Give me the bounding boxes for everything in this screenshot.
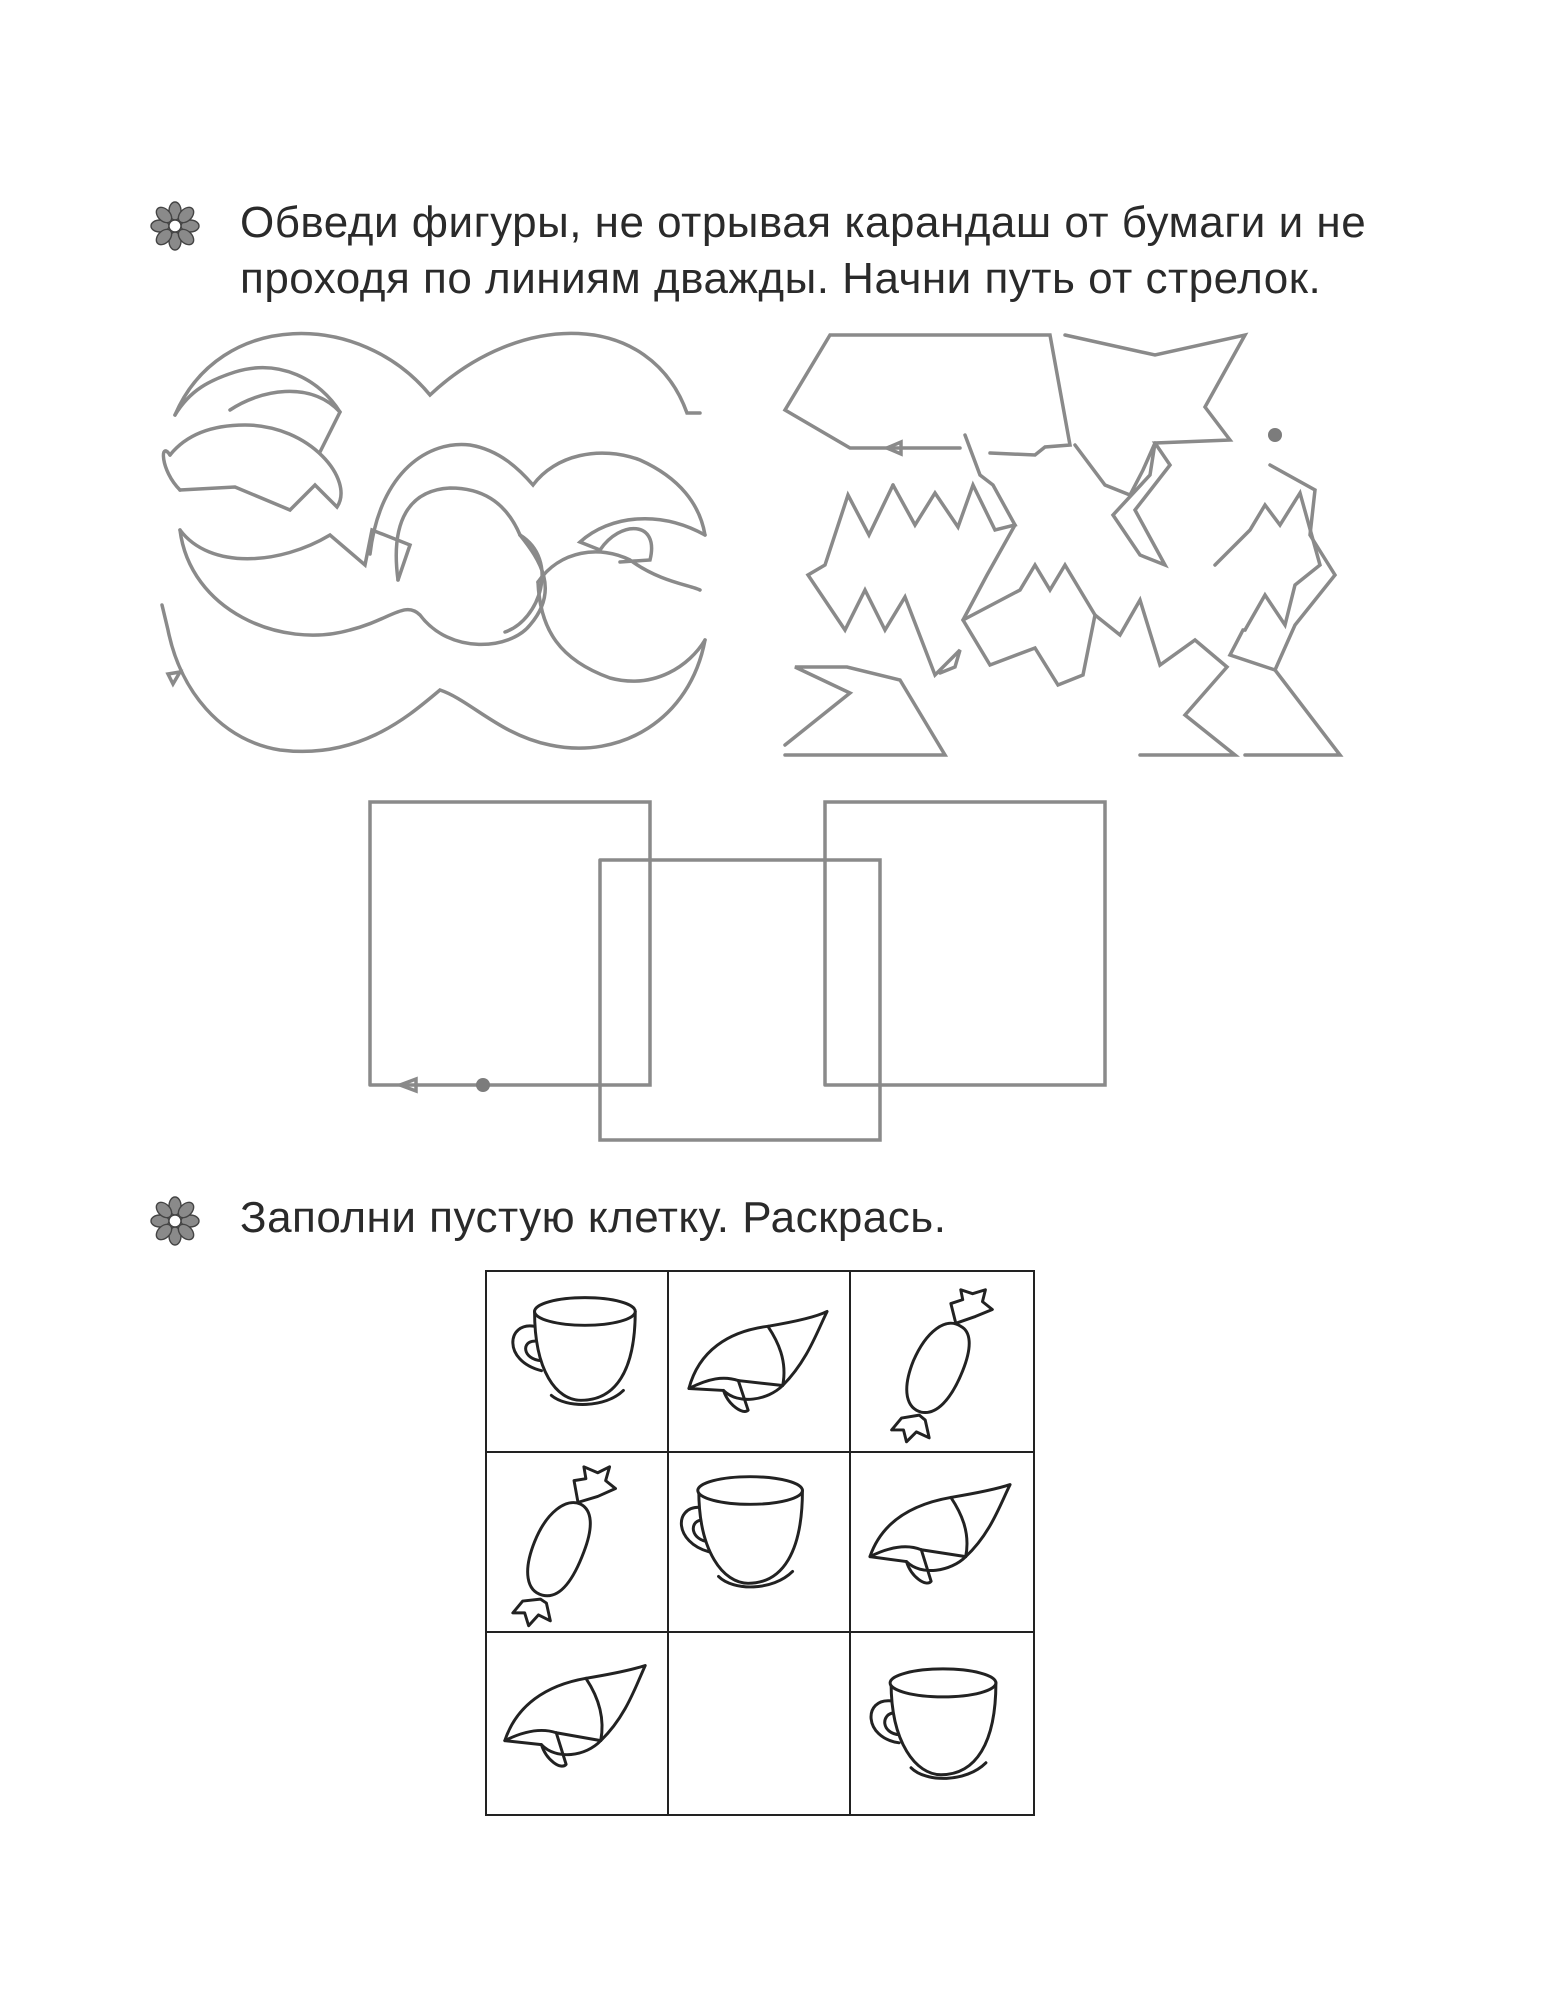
- grid-cell-candy-wrapped-package: [851, 1453, 1033, 1634]
- flower-icon: [150, 1196, 200, 1246]
- grid-cell-cup: [851, 1633, 1033, 1814]
- trace-figure-squares[interactable]: [360, 800, 1120, 1150]
- task-1-instruction: [240, 195, 1366, 307]
- wrapped-package-icon: [669, 1272, 849, 1451]
- start-dot-icon: [1268, 428, 1282, 442]
- puzzle-grid: [485, 1270, 1035, 1816]
- grid-cell-candy: [487, 1453, 669, 1634]
- wrapped-package-icon: [487, 1633, 667, 1814]
- task-2-heading: [150, 1190, 1450, 1260]
- candy-icon: [851, 1272, 1033, 1451]
- grid-cell-candy-wrapped-package: [487, 1633, 669, 1814]
- cup-icon: [669, 1453, 849, 1632]
- grid-cell-empty[interactable]: [669, 1633, 851, 1814]
- trace-figure-zigzag[interactable]: [775, 325, 1375, 765]
- cup-icon: [851, 1633, 1033, 1814]
- grid-cell-candy: [851, 1272, 1033, 1453]
- start-dot-icon: [476, 1078, 490, 1092]
- task-1-instruction-line-2: проходя по линиям дважды. Начни путь от стрелок.: [240, 254, 1322, 303]
- task-2-instruction: Заполни пустую клетку. Раскрась.: [240, 1193, 947, 1242]
- task-1-instruction-line-1: Обведи фигуры, не отрывая карандаш от бумаги и не: [240, 198, 1367, 247]
- cup-icon: [487, 1272, 667, 1451]
- start-arrow-icon: [168, 672, 180, 684]
- grid-cell-candy-wrapped-package: [669, 1272, 851, 1453]
- task-1-heading: [150, 195, 1450, 315]
- candy-icon: [487, 1453, 667, 1632]
- grid-cell-cup: [487, 1272, 669, 1453]
- wrapped-package-icon: [851, 1453, 1033, 1632]
- trace-figure-double-circles[interactable]: [160, 320, 720, 770]
- grid-cell-cup: [669, 1453, 851, 1634]
- flower-icon: [150, 201, 200, 251]
